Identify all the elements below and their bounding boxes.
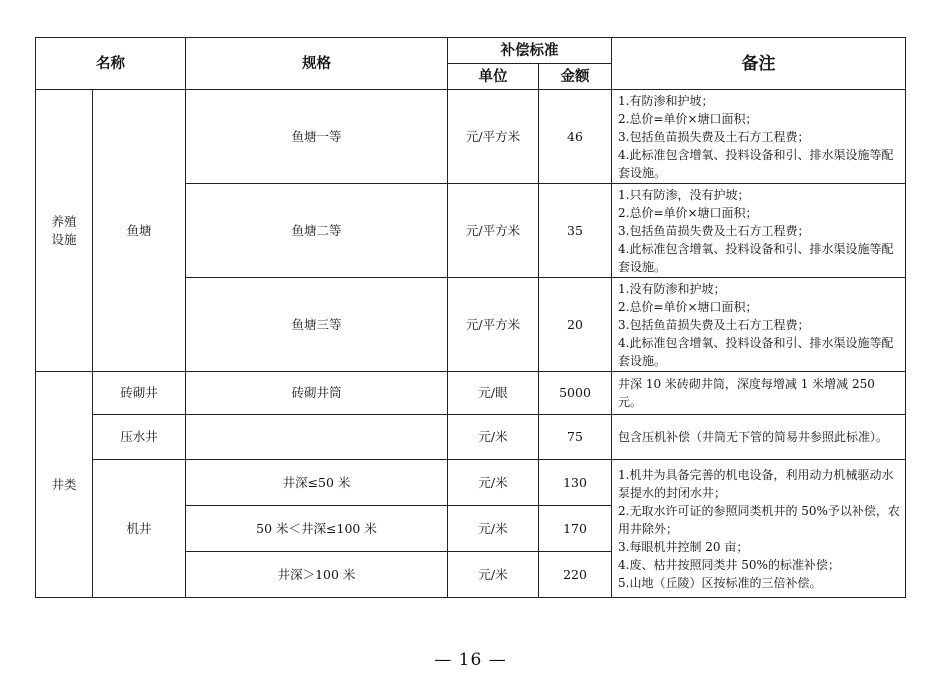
amount-cell: 75 — [539, 415, 612, 460]
subcategory-fishpond: 鱼塘 — [93, 90, 186, 372]
header-remark: 备注 — [612, 38, 906, 90]
table-row — [36, 372, 906, 415]
remark-line: 2.总价=单价×塘口面积； — [618, 205, 758, 220]
unit-cell: 元/眼 — [448, 372, 539, 415]
remark-cell — [612, 278, 906, 372]
remark-line: 5.山地（丘陵）区按标准的三倍补偿。 — [618, 575, 822, 590]
group-wells: 井类 — [36, 372, 93, 598]
remark-cell — [612, 415, 906, 460]
page-number: — 16 — — [434, 650, 507, 670]
unit-cell: 元/平方米 — [448, 90, 539, 184]
remark-line: 3.包括鱼苗损失费及土石方工程费； — [618, 223, 810, 238]
header-amount: 金额 — [539, 64, 612, 90]
remark-cell — [612, 372, 906, 415]
compensation-table — [35, 37, 906, 598]
table-row — [36, 415, 906, 460]
remark-line: 4.此标准包含增氧、投料设备和引、排水渠设施等配套设施。 — [618, 241, 894, 274]
amount-cell: 220 — [539, 552, 612, 598]
amount-cell: 130 — [539, 460, 612, 506]
remark-cell — [612, 90, 906, 184]
amount-cell: 170 — [539, 506, 612, 552]
header-unit: 单位 — [448, 64, 539, 90]
remark-cell — [612, 184, 906, 278]
table-row — [36, 460, 906, 506]
remark-line: 3.包括鱼苗损失费及土石方工程费； — [618, 317, 810, 332]
remark-line: 1.机井为具备完善的机电设备，利用动力机械驱动水泵提水的封闭水井； — [618, 467, 894, 500]
remark-line: 1.没有防渗和护坡； — [618, 281, 726, 296]
amount-cell: 5000 — [539, 372, 612, 415]
spec-cell: 砖砌井筒 — [186, 372, 448, 415]
remark-line: 3.包括鱼苗损失费及土石方工程费； — [618, 129, 810, 144]
remark-line: 4.此标准包含增氧、投料设备和引、排水渠设施等配套设施。 — [618, 147, 894, 180]
unit-cell: 元/米 — [448, 552, 539, 598]
unit-cell: 元/平方米 — [448, 278, 539, 372]
unit-cell: 元/米 — [448, 415, 539, 460]
remark-line: 4.废、枯井按照同类井 50%的标准补偿； — [618, 557, 840, 572]
spec-cell — [186, 415, 448, 460]
spec-cell: 井深＞100 米 — [186, 552, 448, 598]
amount-cell: 35 — [539, 184, 612, 278]
remark-line: 2.无取水许可证的参照同类机井的 50%予以补偿，农用井除外； — [618, 503, 900, 536]
subcategory-brick-well: 砖砌井 — [93, 372, 186, 415]
unit-cell: 元/米 — [448, 506, 539, 552]
remark-line: 包含压机补偿（井筒无下管的简易井参照此标准）。 — [618, 430, 889, 444]
spec-cell: 鱼塘二等 — [186, 184, 448, 278]
unit-cell: 元/米 — [448, 460, 539, 506]
remark-line: 3.每眼机井控制 20 亩； — [618, 539, 749, 554]
spec-cell: 鱼塘三等 — [186, 278, 448, 372]
header-standard: 补偿标准 — [448, 38, 612, 64]
spec-cell: 鱼塘一等 — [186, 90, 448, 184]
header-name: 名称 — [36, 38, 186, 90]
spec-cell: 50 米＜井深≤100 米 — [186, 506, 448, 552]
group-breeding: 养殖 设施 — [36, 90, 93, 372]
subcategory-machine-well: 机井 — [93, 460, 186, 598]
remark-line: 1.只有防渗，没有护坡； — [618, 187, 750, 202]
table-row — [36, 90, 906, 184]
amount-cell: 20 — [539, 278, 612, 372]
remark-line: 2.总价=单价×塘口面积； — [618, 299, 758, 314]
remark-line: 1.有防渗和护坡； — [618, 93, 714, 108]
remark-line: 井深 10 米砖砌井筒，深度每增减 1 米增减 250 元。 — [618, 377, 875, 409]
header-row-1 — [36, 38, 906, 64]
unit-cell: 元/平方米 — [448, 184, 539, 278]
remark-line: 4.此标准包含增氧、投料设备和引、排水渠设施等配套设施。 — [618, 335, 894, 368]
remark-cell — [612, 460, 906, 598]
remark-line: 2.总价=单价×塘口面积； — [618, 111, 758, 126]
subcategory-press-well: 压水井 — [93, 415, 186, 460]
spec-cell: 井深≤50 米 — [186, 460, 448, 506]
amount-cell: 46 — [539, 90, 612, 184]
header-spec: 规格 — [186, 38, 448, 90]
